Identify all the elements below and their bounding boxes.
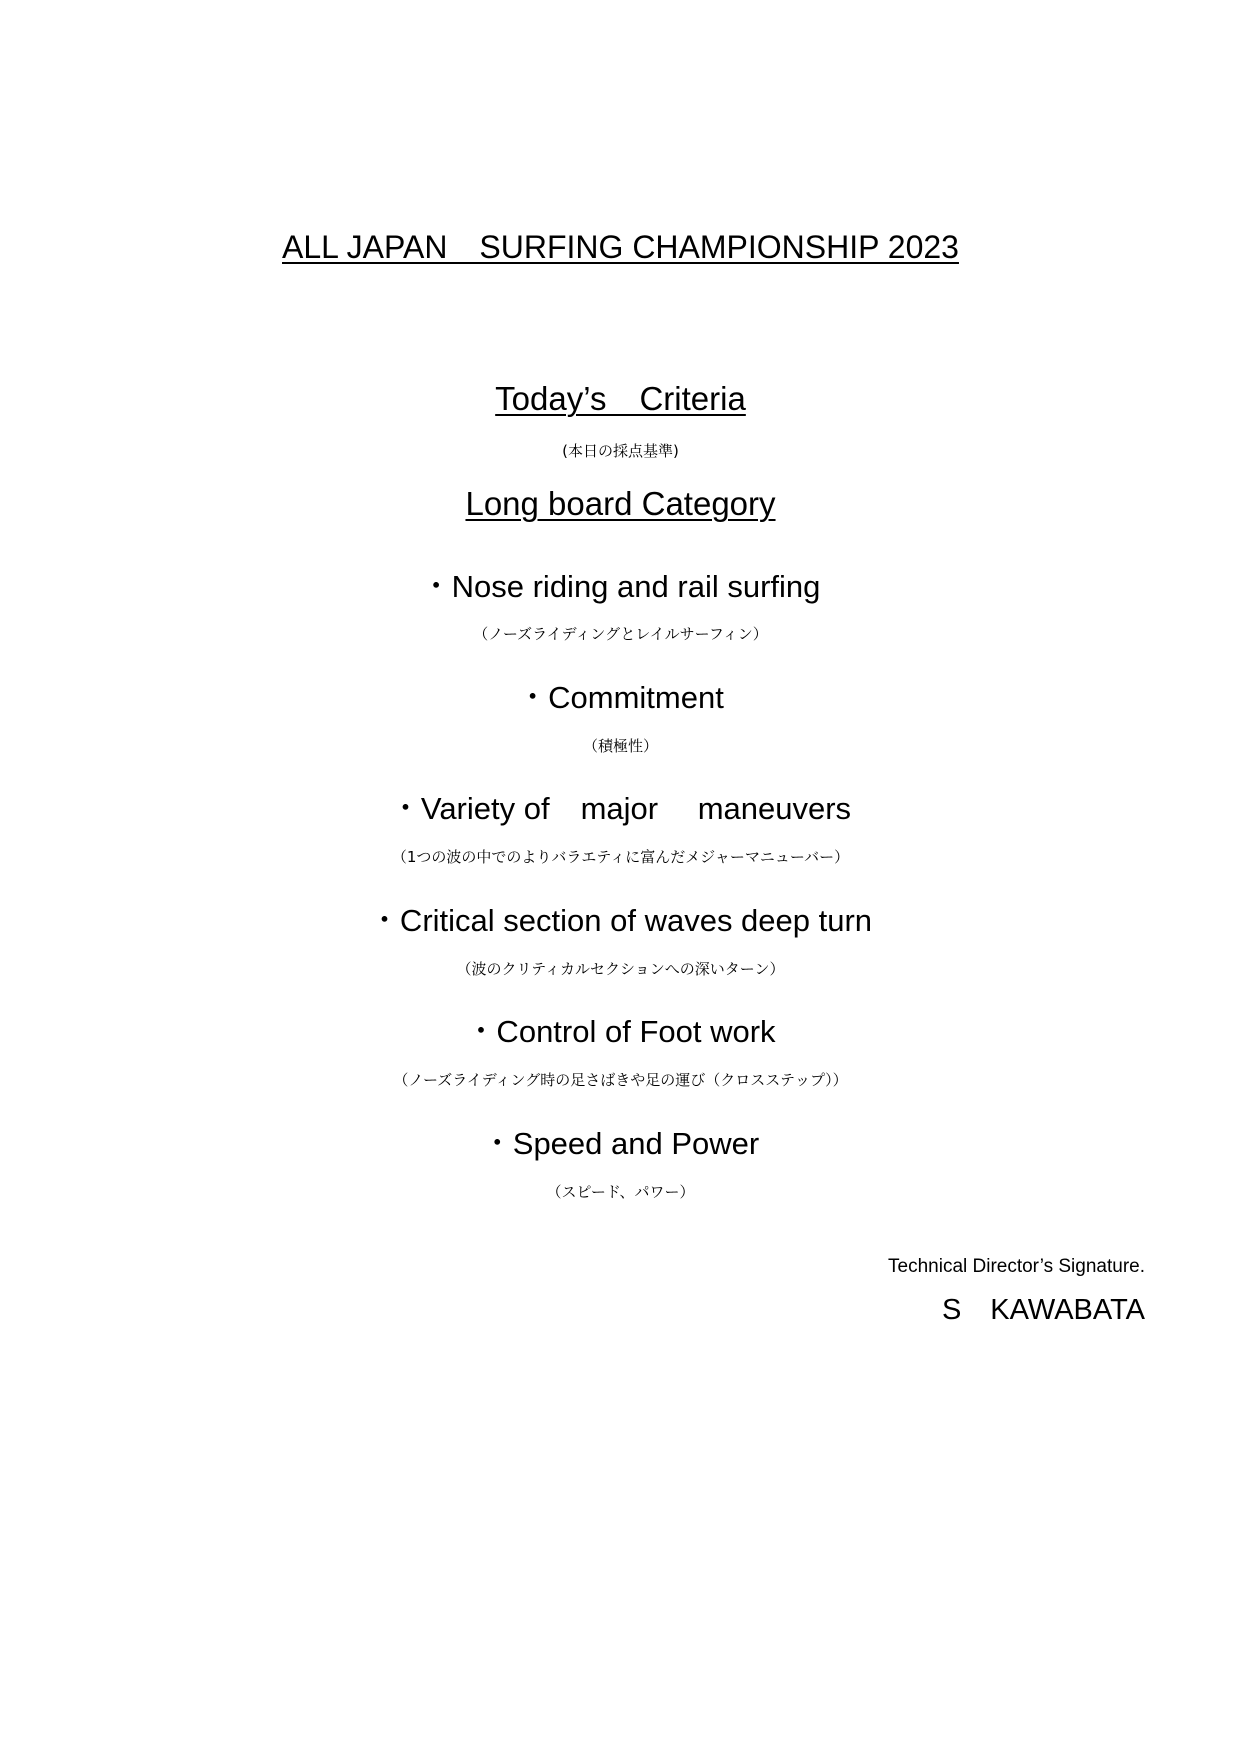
- criteria-item-japanese: （ノーズライディング時の足さばきや足の運び（クロスステップ））: [393, 1071, 848, 1089]
- criteria-heading: Today’s Criteria: [495, 380, 746, 417]
- category-heading: Long board Category: [465, 485, 776, 522]
- signature-name: S KAWABATA: [941, 1294, 1145, 1326]
- criteria-item: ・Control of Foot work: [465, 1014, 776, 1049]
- criteria-item-japanese: （積極性）: [582, 737, 658, 755]
- criteria-item: ・Variety of major maneuvers: [389, 791, 852, 826]
- criteria-item-japanese: （1つの波の中でのよりバラエティに富んだメジャーマニューバー）: [391, 848, 850, 866]
- criteria-item: ・Critical section of waves deep turn: [368, 903, 873, 938]
- criteria-item: ・Commitment: [517, 680, 724, 715]
- criteria-heading-japanese: (本日の採点基準): [562, 442, 679, 460]
- criteria-item-japanese: （スピード、パワー）: [546, 1183, 695, 1201]
- criteria-item-japanese: （波のクリティカルセクションへの深いターン）: [456, 960, 785, 978]
- criteria-item: ・Speed and Power: [481, 1126, 760, 1161]
- document-title: ALL JAPAN SURFING CHAMPIONSHIP 2023: [282, 229, 959, 265]
- criteria-item-japanese: （ノーズライディングとレイルサーフィン）: [473, 625, 768, 643]
- signature-label: Technical Director’s Signature.: [888, 1256, 1145, 1277]
- criteria-item: ・Nose riding and rail surfing: [420, 569, 821, 604]
